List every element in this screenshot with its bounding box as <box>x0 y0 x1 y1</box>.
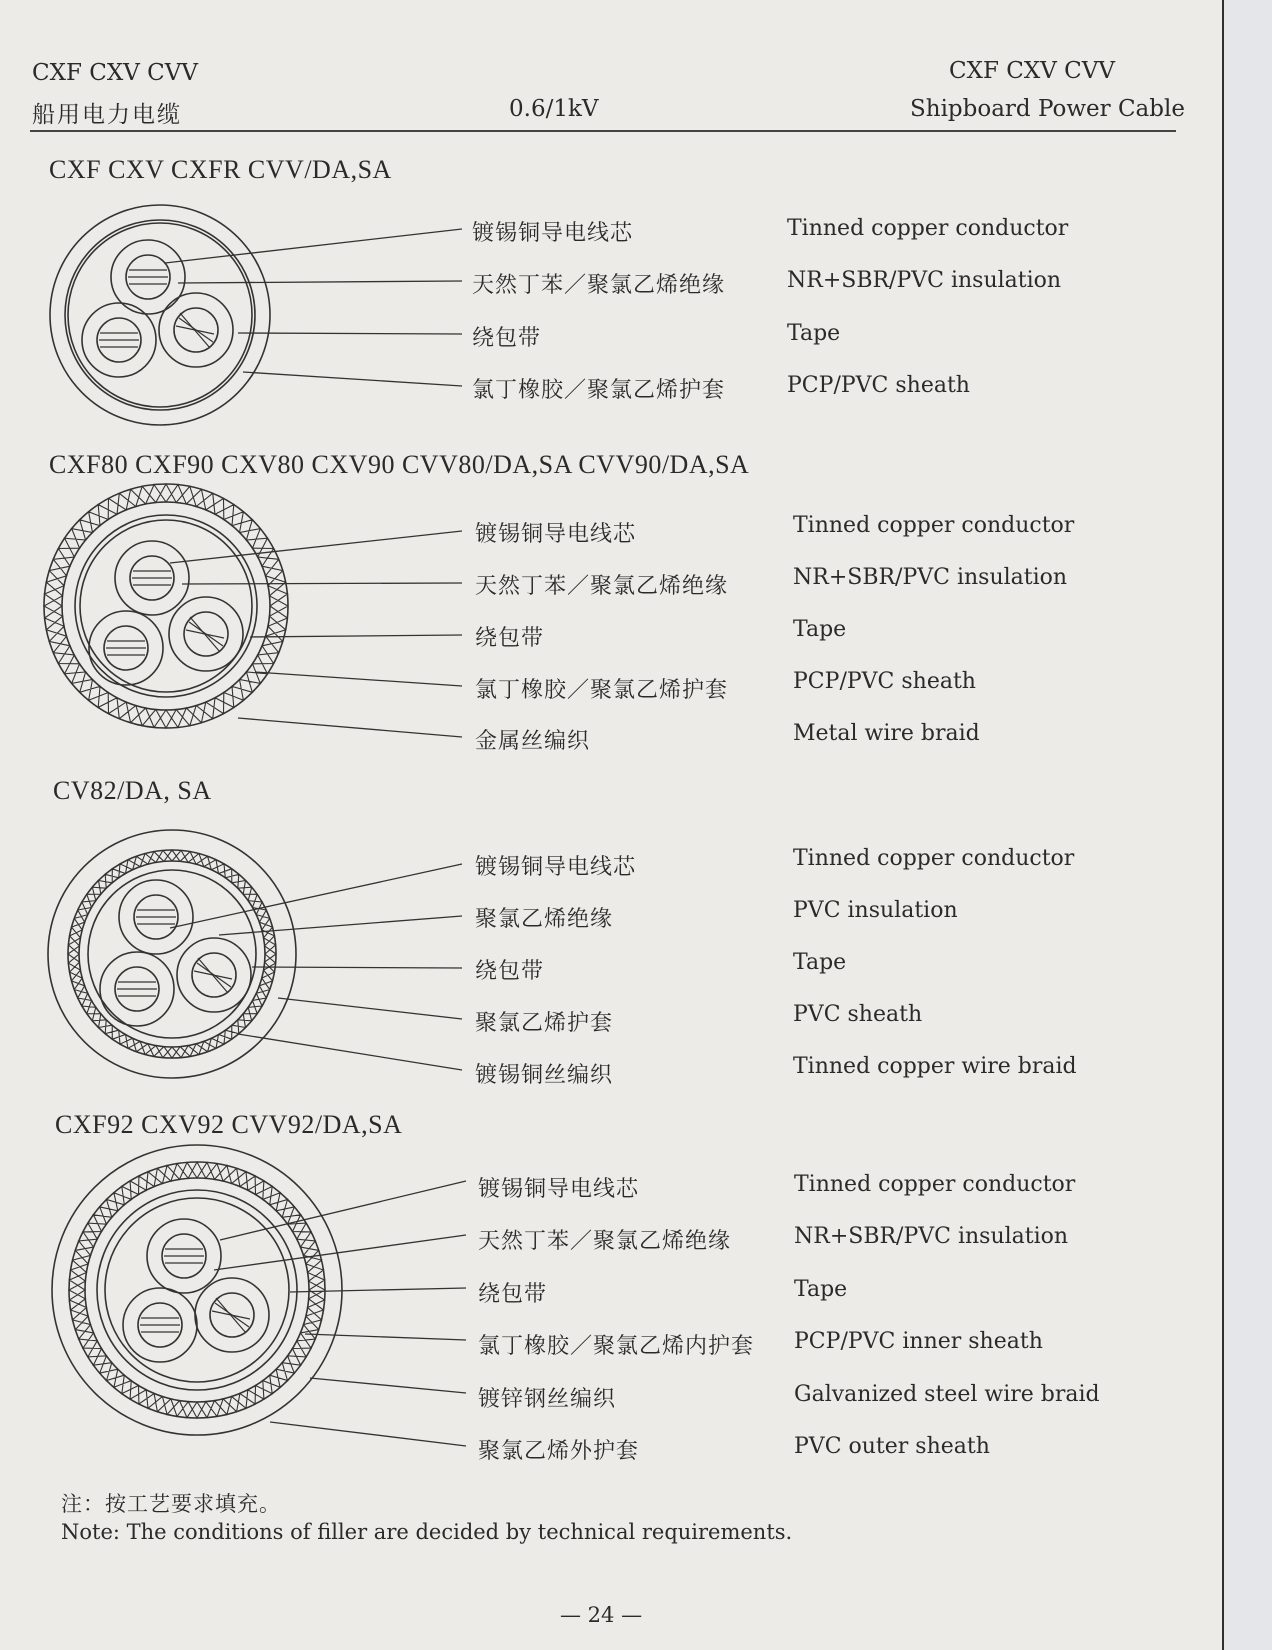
cable-cross-section-1 <box>50 205 462 425</box>
layer-cn-label: 镀锡铜导电线芯 <box>475 522 637 547</box>
layer-cn-label: 镀锡铜导电线芯 <box>472 221 634 246</box>
cable-cross-section-2 <box>44 484 462 737</box>
section-2-title: CXF80 CXF90 CXV80 CXV90 CVV80/DA,SA CVV90/DA,SA <box>49 450 750 479</box>
layer-en-label: NR+SBR/PVC insulation <box>794 1224 1069 1249</box>
layer-cn-label: 镀锌钢丝编织 <box>478 1387 617 1412</box>
layer-en-label: Tinned copper wire braid <box>793 1054 1077 1079</box>
layer-en-label: PVC insulation <box>793 898 958 923</box>
layer-en-label: Tape <box>793 617 847 642</box>
layer-en-label: Tinned copper conductor <box>793 513 1075 538</box>
layer-en-label: Galvanized steel wire braid <box>794 1382 1100 1407</box>
layer-en-label: PVC outer sheath <box>794 1434 990 1459</box>
layer-en-label: PCP/PVC sheath <box>793 669 976 694</box>
header-left-cn-title: 船用电力电缆 <box>32 102 182 128</box>
layer-cn-label: 氯丁橡胶／聚氯乙烯护套 <box>475 678 729 703</box>
section-4-title: CXF92 CXV92 CVV92/DA,SA <box>55 1110 403 1139</box>
note-en: Note: The conditions of filler are decided by technical requirements. <box>61 1520 793 1544</box>
header-voltage: 0.6/1kV <box>509 96 599 122</box>
layer-cn-label: 绕包带 <box>472 326 542 351</box>
layer-cn-label: 氯丁橡胶／聚氯乙烯内护套 <box>478 1334 755 1359</box>
layer-en-label: Tinned copper conductor <box>794 1172 1076 1197</box>
cable-cross-section-4 <box>52 1145 466 1446</box>
page-number: — 24 — <box>560 1603 643 1627</box>
layer-cn-label: 氯丁橡胶／聚氯乙烯护套 <box>472 378 726 403</box>
section-3-title: CV82/DA, SA <box>53 776 212 805</box>
layer-cn-label: 天然丁苯／聚氯乙烯绝缘 <box>475 574 729 599</box>
layer-cn-label: 镀锡铜导电线芯 <box>478 1177 640 1202</box>
note-cn: 注：按工艺要求填充。 <box>61 1492 281 1516</box>
header-left-models: CXF CXV CVV <box>32 60 198 86</box>
layer-cn-label: 金属丝编织 <box>475 729 591 754</box>
layer-en-label: Tape <box>794 1277 848 1302</box>
layer-cn-label: 绕包带 <box>475 959 545 984</box>
layer-en-label: NR+SBR/PVC insulation <box>787 268 1062 293</box>
header-right-models: CXF CXV CVV <box>949 58 1115 84</box>
layer-cn-label: 镀锡铜丝编织 <box>475 1063 614 1088</box>
layer-en-label: Tape <box>793 950 847 975</box>
layer-cn-label: 绕包带 <box>475 626 545 651</box>
layer-en-label: Tape <box>787 321 841 346</box>
layer-en-label: PVC sheath <box>793 1002 923 1027</box>
cable-cross-section-3 <box>48 830 462 1078</box>
header-right-en-title: Shipboard Power Cable <box>910 96 1185 122</box>
layer-cn-label: 镀锡铜导电线芯 <box>475 855 637 880</box>
layer-en-label: Tinned copper conductor <box>793 846 1075 871</box>
layer-cn-label: 聚氯乙烯外护套 <box>478 1439 640 1464</box>
layer-en-label: PCP/PVC sheath <box>787 373 970 398</box>
layer-en-label: PCP/PVC inner sheath <box>794 1329 1043 1354</box>
layer-en-label: Metal wire braid <box>793 721 980 746</box>
layer-en-label: Tinned copper conductor <box>787 216 1069 241</box>
layer-cn-label: 天然丁苯／聚氯乙烯绝缘 <box>472 273 726 298</box>
layer-en-label: NR+SBR/PVC insulation <box>793 565 1068 590</box>
layer-cn-label: 天然丁苯／聚氯乙烯绝缘 <box>478 1229 732 1254</box>
layer-cn-label: 聚氯乙烯绝缘 <box>475 907 614 932</box>
section-1-title: CXF CXV CXFR CVV/DA,SA <box>49 155 392 184</box>
layer-cn-label: 绕包带 <box>478 1282 548 1307</box>
layer-cn-label: 聚氯乙烯护套 <box>475 1011 614 1036</box>
